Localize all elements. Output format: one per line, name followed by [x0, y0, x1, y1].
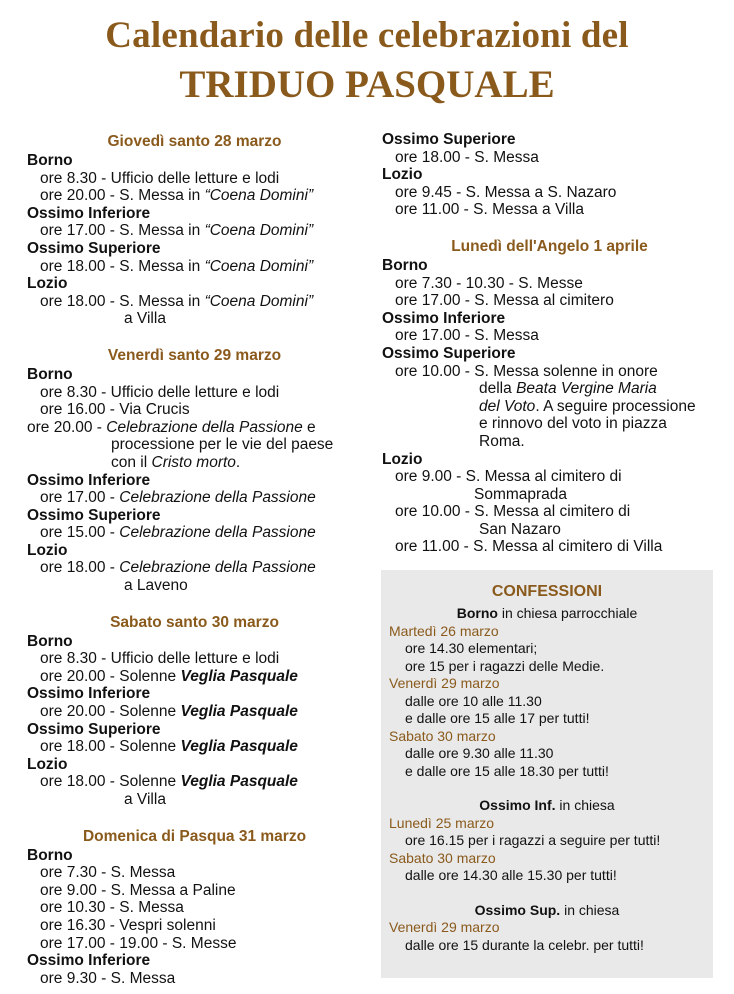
schedule-line	[27, 222, 362, 240]
schedule-text: ore 20.00 -	[27, 418, 107, 436]
confessioni-location-borno	[381, 605, 713, 623]
day-heading-giovedi: Giovedì santo 28 marzo	[107, 133, 282, 150]
schedule-text: ore 20.00 - Solenne	[40, 703, 181, 721]
schedule-emphasis: “Coena Domini”	[204, 257, 314, 275]
confessioni-date: Venerdì 29 marzo	[389, 919, 500, 935]
schedule-continuation	[27, 454, 362, 472]
schedule-continuation: a Laveno	[124, 577, 188, 595]
place-ossimo-superiore: Ossimo Superiore	[382, 131, 516, 148]
place-borno: Borno	[382, 256, 428, 274]
schedule-line	[27, 738, 362, 756]
schedule-line	[27, 668, 362, 686]
schedule-line: ore 8.30 - Ufficio delle letture e lodi	[40, 650, 280, 668]
place-ossimo-inferiore: Ossimo Inferiore	[27, 952, 151, 970]
schedule-text: e	[302, 418, 316, 436]
schedule-line	[27, 773, 362, 791]
confessioni-line: e dalle ore 15 alle 18.30 per tutti!	[405, 762, 609, 779]
schedule-text: della	[479, 380, 517, 398]
confessioni-date: Venerdì 29 marzo	[389, 675, 500, 691]
schedule-continuation: Roma.	[479, 432, 525, 450]
schedule-text: ore 17.00 -	[40, 489, 120, 507]
location-detail: in chiesa	[560, 901, 620, 918]
schedule-emphasis: Veglia Pasquale	[180, 703, 298, 721]
confessioni-line: ore 15 per i ragazzi delle Medie.	[405, 657, 605, 674]
schedule-line: ore 17.00 - S. Messa al cimitero	[395, 292, 614, 310]
day-heading-sabato: Sabato santo 30 marzo	[110, 613, 279, 631]
schedule-line: ore 16.00 - Via Crucis	[40, 401, 190, 419]
schedule-line	[27, 559, 362, 577]
schedule-text: ore 15.00 -	[40, 524, 120, 542]
confessioni-line: ore 14.30 elementari;	[405, 640, 538, 656]
location-detail: in chiesa parrocchiale	[497, 605, 638, 621]
place-lozio: Lozio	[27, 541, 68, 559]
day-heading-venerdi: Venerdì santo 29 marzo	[107, 346, 282, 364]
schedule-line: ore 9.45 - S. Messa a S. Nazaro	[395, 183, 617, 201]
schedule-line: ore 11.00 - S. Messa al cimitero di Villa	[395, 538, 663, 556]
schedule-continuation: Sommaprada	[474, 485, 568, 503]
schedule-line: ore 11.00 - S. Messa a Villa	[395, 201, 584, 219]
place-lozio: Lozio	[27, 755, 68, 773]
location-name: Ossimo Sup.	[474, 901, 561, 918]
schedule-line	[27, 258, 362, 276]
schedule-continuation: a Villa	[124, 791, 166, 808]
schedule-line	[27, 419, 362, 437]
schedule-emphasis: Celebrazione della Passione	[119, 489, 316, 507]
schedule-line: ore 8.30 - Ufficio delle letture e lodi	[40, 383, 280, 401]
schedule-line: ore 10.30 - S. Messa	[40, 899, 184, 917]
schedule-line: ore 9.00 - S. Messa a Paline	[40, 881, 236, 899]
day-heading-domenica: Domenica di Pasqua 31 marzo	[82, 827, 307, 845]
confessioni-line: dalle ore 10 alle 11.30	[405, 692, 542, 709]
schedule-line: ore 9.30 - S. Messa	[40, 969, 176, 987]
schedule-line	[27, 187, 362, 205]
day-heading-lunedi: Lunedì dell'Angelo 1 aprile	[451, 237, 648, 255]
page-title-line1: Calendario delle celebrazioni del	[105, 15, 629, 56]
place-ossimo-superiore: Ossimo Superiore	[27, 239, 161, 257]
schedule-line: ore 17.00 - S. Messa	[395, 327, 539, 345]
place-ossimo-inferiore: Ossimo Inferiore	[382, 309, 506, 327]
schedule-continuation: San Nazaro	[479, 520, 561, 538]
schedule-emphasis: “Coena Domini”	[204, 222, 314, 240]
confessioni-location-ossimo-sup	[381, 902, 713, 920]
schedule-text: ore 18.00 - Solenne	[40, 773, 181, 791]
schedule-line	[27, 703, 362, 721]
confessioni-line: dalle ore 14.30 alle 15.30 per tutti!	[405, 867, 617, 883]
schedule-line: ore 9.00 - S. Messa al cimitero di	[395, 468, 622, 486]
place-lozio: Lozio	[27, 275, 68, 293]
confessioni-title: CONFESSIONI	[491, 583, 603, 600]
place-ossimo-inferiore: Ossimo Inferiore	[27, 471, 151, 489]
place-borno: Borno	[27, 152, 73, 169]
schedule-text: ore 18.00 - S. Messa in	[40, 257, 205, 275]
page-title-line2: TRIDUO PASQUALE	[179, 63, 555, 106]
location-detail: in chiesa	[555, 797, 615, 813]
place-ossimo-superiore: Ossimo Superiore	[27, 506, 161, 524]
schedule-emphasis: “Coena Domini”	[204, 187, 314, 205]
schedule-text: . A seguire processione	[535, 397, 696, 415]
schedule-continuation	[382, 398, 717, 416]
schedule-emphasis: Celebrazione della Passione	[119, 524, 316, 542]
schedule-text: .	[235, 453, 241, 471]
schedule-emphasis: Veglia Pasquale	[180, 738, 298, 756]
schedule-text: con il	[111, 453, 152, 471]
confessioni-line: e dalle ore 15 alle 17 per tutti!	[405, 710, 590, 726]
schedule-emphasis: Celebrazione della Passione	[119, 559, 316, 577]
schedule-text: ore 20.00 - Solenne	[40, 667, 181, 685]
schedule-text: ore 18.00 - Solenne	[40, 738, 181, 756]
schedule-emphasis: “Coena Domini”	[204, 292, 314, 310]
schedule-line: ore 17.00 - 19.00 - S. Messe	[40, 934, 237, 952]
place-lozio: Lozio	[382, 166, 423, 184]
place-ossimo-superiore: Ossimo Superiore	[382, 344, 516, 362]
schedule-line: ore 16.30 - Vespri solenni	[40, 916, 216, 934]
place-ossimo-superiore: Ossimo Superiore	[27, 720, 161, 738]
place-ossimo-inferiore: Ossimo Inferiore	[27, 685, 151, 703]
left-column	[27, 131, 362, 987]
confessioni-line: ore 16.15 per i ragazzi a seguire per tutti!	[405, 832, 661, 848]
schedule-line	[27, 489, 362, 507]
confessioni-date: Sabato 30 marzo	[389, 727, 496, 744]
place-borno: Borno	[27, 632, 73, 650]
schedule-line	[27, 293, 362, 311]
schedule-continuation: e rinnovo del voto in piazza	[479, 415, 667, 433]
schedule-line: ore 7.30 - 10.30 - S. Messe	[395, 274, 583, 292]
confessioni-line: dalle ore 15 durante la celebr. per tutti!	[405, 936, 644, 953]
schedule-emphasis: Cristo morto	[151, 453, 236, 471]
schedule-continuation	[382, 380, 717, 398]
schedule-text: ore 17.00 - S. Messa in	[40, 222, 205, 240]
place-borno: Borno	[27, 365, 73, 383]
schedule-emphasis: Beata Vergine Maria	[516, 380, 657, 398]
schedule-emphasis: Veglia Pasquale	[180, 773, 298, 791]
schedule-line: ore 7.30 - S. Messa	[40, 864, 176, 882]
schedule-text: ore 20.00 - S. Messa in	[40, 187, 205, 205]
location-name: Ossimo Inf.	[479, 797, 556, 813]
schedule-line	[27, 524, 362, 542]
confessioni-date: Lunedì 25 marzo	[389, 814, 495, 831]
schedule-line: ore 8.30 - Ufficio delle letture e lodi	[40, 169, 280, 187]
schedule-line: ore 18.00 - S. Messa	[395, 148, 539, 166]
schedule-emphasis: del Voto	[479, 397, 536, 415]
schedule-continuation: a Villa	[124, 310, 166, 328]
right-column	[382, 131, 717, 556]
schedule-continuation: processione per le vie del paese	[111, 436, 334, 454]
confessioni-location-ossimo-inf	[381, 797, 713, 815]
schedule-emphasis: Veglia Pasquale	[180, 667, 298, 685]
place-lozio: Lozio	[382, 450, 423, 468]
schedule-line: ore 10.00 - S. Messa solenne in onore	[395, 362, 658, 380]
schedule-text: ore 18.00 -	[40, 559, 120, 577]
confessioni-date: Martedì 26 marzo	[389, 622, 499, 639]
confessioni-box	[381, 570, 713, 978]
schedule-emphasis: Celebrazione della Passione	[106, 418, 303, 436]
place-borno: Borno	[27, 846, 73, 864]
place-ossimo-inferiore: Ossimo Inferiore	[27, 204, 151, 222]
schedule-line: ore 10.00 - S. Messa al cimitero di	[395, 503, 631, 521]
schedule-text: ore 18.00 - S. Messa in	[40, 292, 205, 310]
location-name: Borno	[456, 605, 498, 621]
confessioni-date: Sabato 30 marzo	[389, 849, 496, 866]
confessioni-line: dalle ore 9.30 alle 11.30	[405, 745, 554, 761]
